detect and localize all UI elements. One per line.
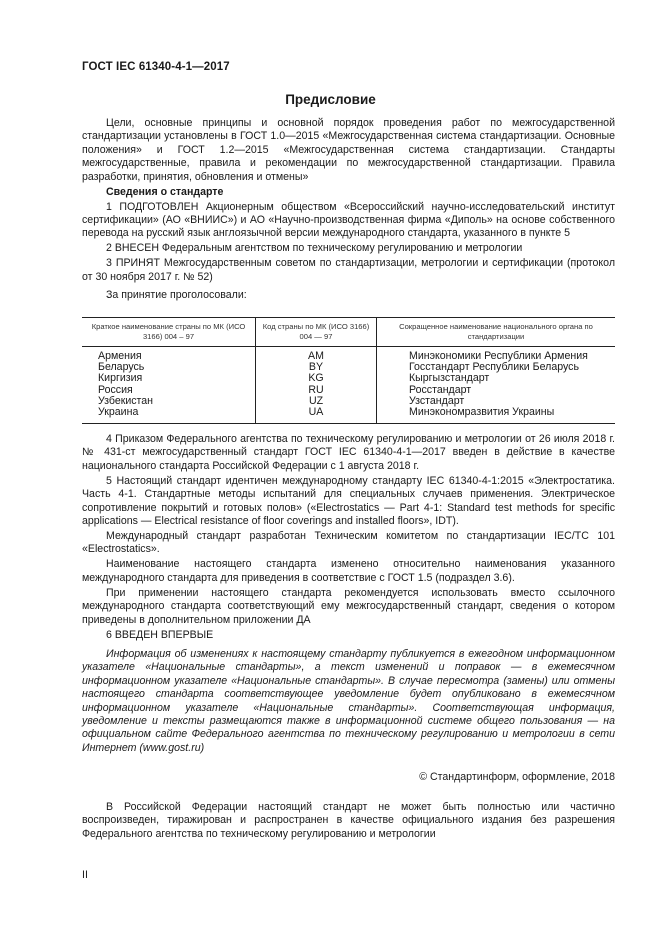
- section-heading: Сведения о стандарте: [106, 185, 224, 198]
- country-cell: Россия: [82, 385, 256, 396]
- country-cell: Киргизия: [82, 373, 256, 384]
- country-cell: Беларусь: [82, 362, 256, 373]
- legal-notice: В Российской Федерации настоящий стандарт не может быть полностью или частично воспроизведен, тиражирован и распространен в качестве официального издания без разрешения Федерального агентства по техническому регулированию и метрологии: [82, 801, 615, 840]
- code-cell: RU: [256, 385, 377, 396]
- table-row: [82, 362, 615, 373]
- body-cell: Минэкономразвития Украины: [377, 407, 616, 424]
- body-cell: Кыргызстандарт: [409, 372, 490, 385]
- item-5-paragraph: 5 Настоящий стандарт идентичен международному стандарту IEC 61340-4-1:2015 «Электростатика. Часть 4-1. Стандартные методы испытаний для специальных случаев применения. Электрическое сопротивление покрытий и готовых полов» («Electrostatics — Part 4-1: Standard test methods for specific applications — Electrical resistance of floor coverings and installed floors», IDT).: [82, 474, 615, 528]
- vote-table-header-row: [82, 318, 615, 347]
- item-5-reference-paragraph: При применении настоящего стандарта рекомендуется использовать вместо ссылочного международного стандарта соответствующий ему межгосударственный стандарт, сведения о котором приведены в дополнительном приложении ДА: [82, 586, 615, 626]
- body-cell: Госстандарт Республики Беларусь: [409, 361, 579, 374]
- vote-intro: За принятие проголосовали:: [106, 289, 247, 302]
- item-3-paragraph: 3 ПРИНЯТ Межгосударственным советом по стандартизации, метрологии и сертификации (протокол от 30 ноября 2017 г. № 52): [82, 257, 615, 283]
- item-5-name-change-paragraph: Наименование настоящего стандарта изменено относительно наименования указанного международного стандарта для приведения в соответствие с ГОСТ 1.5 (подраздел 3.6).: [82, 558, 615, 584]
- country-cell: Узбекистан: [82, 396, 256, 407]
- code-cell: AM: [256, 347, 377, 363]
- page-header: ГОСТ IEC 61340-4-1—2017: [82, 61, 230, 73]
- preface-upper-block: [82, 117, 615, 304]
- item-1-paragraph: 1 ПОДГОТОВЛЕН Акционерным обществом «Всероссийский научно-исследовательский институт сертификации» (АО «ВНИИС») и АО «Научно-производственная фирма «Диполь» на основе собственного перевода на русский язык англоязычной версии международного стандарта, указанного в пункте 5: [82, 200, 615, 240]
- vote-table-header-code: Код страны по МК (ИСО 3166) 004 — 97: [256, 318, 377, 347]
- body-cell: Узстандарт: [409, 394, 465, 407]
- table-row: [82, 407, 615, 424]
- body-cell: Росстандарт: [409, 383, 472, 396]
- table-row: [82, 373, 615, 384]
- page-number: II: [82, 869, 88, 881]
- country-cell: Армения: [82, 347, 256, 363]
- preface-intro-paragraph: Цели, основные принципы и основной порядок проведения работ по межгосударственной стандартизации установлены в ГОСТ 1.0—2015 «Межгосударственная система стандартизации. Основные положения» и ГОСТ 1.2—2015 «Межгосударственная система стандартизации. Стандарты межгосударственные, правила и рекомендации по межгосударственной стандартизации. Правила разработки, принятия, обновления и отмены»: [82, 117, 615, 183]
- table-row: [82, 347, 615, 363]
- preface-title: Предисловие: [285, 92, 376, 107]
- item-6-paragraph: 6 ВВЕДЕН ВПЕРВЫЕ: [106, 628, 214, 641]
- body-cell: Минэкономики Республики Армения: [409, 350, 588, 362]
- vote-table-header-country: Краткое наименование страны по МК (ИСО 3166) 004 – 97: [82, 318, 256, 347]
- amendment-notice: Информация об изменениях к настоящему стандарту публикуется в ежегодном информационном указателе «Национальные стандарты», а текст изменений и поправок — в ежемесячном информационном указателе «Национальные стандарты». В случае пересмотра (замены) или отмены настоящего стандарта соответствующее уведомление будет опубликовано в ежемесячном информационном указателе «Национальные стандарты». Соответствующая информация, уведомление и тексты размещаются также в информационной системе общего пользования — на официальном сайте Федерального агентства по техническому регулированию и метрологии в сети Интернет (www.gost.ru): [82, 648, 615, 754]
- code-cell: BY: [256, 362, 377, 373]
- item-5-tc-paragraph: Международный стандарт разработан Техническим комитетом по стандартизации IEC/TC 101 «Electrostatics».: [82, 530, 615, 556]
- preface-lower-block: [82, 433, 615, 644]
- item-4-paragraph: 4 Приказом Федерального агентства по техническому регулированию и метрологии от 26 июля 2018 г. № 431-ст межгосударственный стандарт ГОСТ IEC 61340-4-1—2017 введен в действие в качестве национального стандарта Российской Федерации с 1 августа 2018 г.: [82, 433, 615, 472]
- vote-table: [82, 317, 615, 424]
- code-cell: KG: [256, 373, 377, 384]
- copyright-line: © Стандартинформ, оформление, 2018: [419, 771, 615, 783]
- code-cell: UZ: [256, 396, 377, 407]
- item-2-paragraph: 2 ВНЕСЕН Федеральным агентством по техническому регулированию и метрологии: [106, 242, 523, 255]
- country-cell: Украина: [82, 407, 256, 424]
- code-cell: UA: [256, 407, 377, 424]
- vote-table-header-body: Сокращенное наименование национального органа по стандартизации: [377, 318, 616, 347]
- table-row: [82, 385, 615, 396]
